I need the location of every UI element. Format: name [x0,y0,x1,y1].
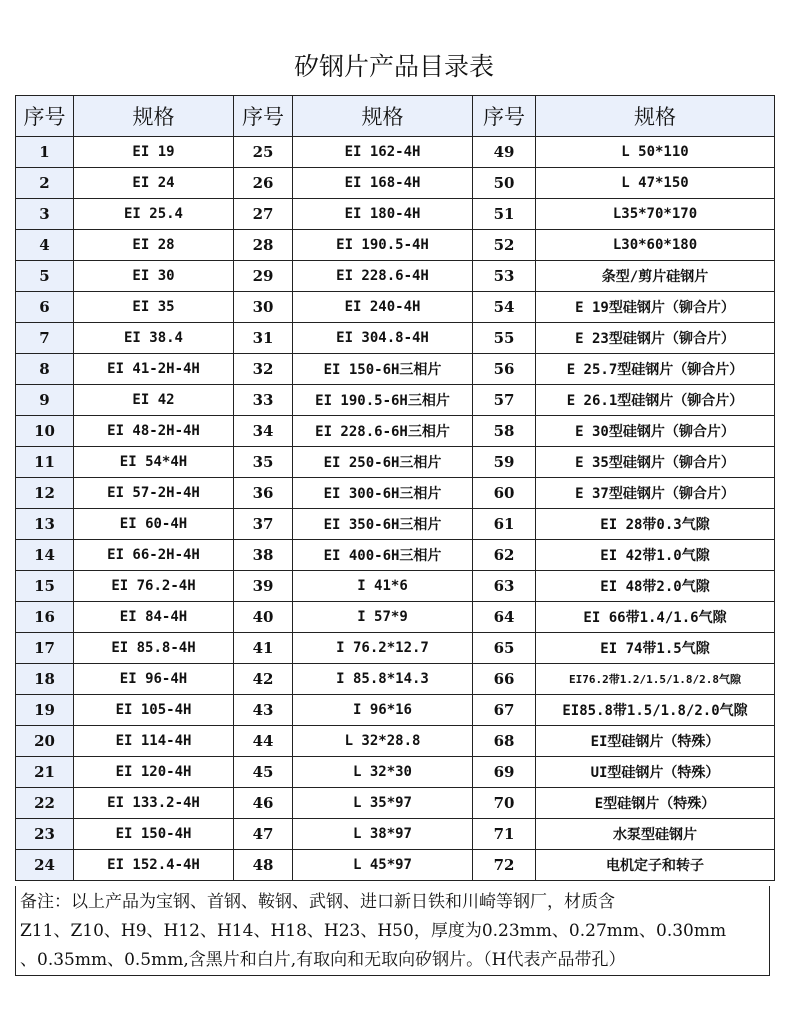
spec-cell: EI76.2带1.2/1.5/1.8/2.8气隙 [536,664,775,695]
seq-cell: 3 [16,199,74,230]
spec-cell: EI 42带1.0气隙 [536,540,775,571]
spec-cell: EI 350-6H三相片 [293,509,473,540]
seq-cell: 34 [234,416,293,447]
seq-cell: 21 [16,757,74,788]
spec-cell: EI 66-2H-4H [74,540,234,571]
seq-cell: 7 [16,323,74,354]
seq-cell: 40 [234,602,293,633]
spec-cell: E 19型硅钢片（铆合片） [536,292,775,323]
spec-cell: EI 84-4H [74,602,234,633]
seq-cell: 45 [234,757,293,788]
seq-cell: 68 [473,726,536,757]
table-row [16,354,775,385]
seq-cell: 30 [234,292,293,323]
seq-cell: 56 [473,354,536,385]
seq-cell: 39 [234,571,293,602]
spec-cell: EI 28带0.3气隙 [536,509,775,540]
seq-cell: 59 [473,447,536,478]
seq-cell: 4 [16,230,74,261]
header-row [16,96,775,137]
note-line: 备注：以上产品为宝钢、首钢、鞍钢、武钢、进口新日铁和川崎等钢厂，材质含 [20,892,615,912]
note-line: 、0.35mm、0.5mm,含黑片和白片,有取向和无取向矽钢片。（H代表产品带孔） [20,950,626,970]
header-spec: 规格 [536,96,775,137]
table-row [16,199,775,230]
spec-cell: EI 190.5-6H三相片 [293,385,473,416]
spec-cell: 电机定子和转子 [536,850,775,881]
seq-cell: 14 [16,540,74,571]
seq-cell: 65 [473,633,536,664]
table-row [16,850,775,881]
seq-cell: 41 [234,633,293,664]
spec-cell: EI 54*4H [74,447,234,478]
spec-cell: EI 228.6-6H三相片 [293,416,473,447]
seq-cell: 58 [473,416,536,447]
header-seq: 序号 [473,96,536,137]
spec-cell: 水泵型硅钢片 [536,819,775,850]
spec-cell: L35*70*170 [536,199,775,230]
seq-cell: 24 [16,850,74,881]
table-row [16,447,775,478]
seq-cell: 29 [234,261,293,292]
seq-cell: 66 [473,664,536,695]
spec-cell: EI 85.8-4H [74,633,234,664]
seq-cell: 49 [473,137,536,168]
table-row [16,478,775,509]
header-spec: 规格 [293,96,473,137]
seq-cell: 2 [16,168,74,199]
spec-cell: EI 19 [74,137,234,168]
spec-cell: I 41*6 [293,571,473,602]
seq-cell: 8 [16,354,74,385]
spec-cell: UI型硅钢片（特殊） [536,757,775,788]
spec-cell: EI 41-2H-4H [74,354,234,385]
catalog-table [15,95,775,881]
spec-cell: EI 24 [74,168,234,199]
seq-cell: 64 [473,602,536,633]
seq-cell: 17 [16,633,74,664]
spec-cell: L 32*28.8 [293,726,473,757]
seq-cell: 9 [16,385,74,416]
header-spec: 规格 [74,96,234,137]
seq-cell: 19 [16,695,74,726]
seq-cell: 57 [473,385,536,416]
spec-cell: EI 190.5-4H [293,230,473,261]
seq-cell: 70 [473,788,536,819]
spec-cell: E 30型硅钢片（铆合片） [536,416,775,447]
note-line: Z11、Z10、H9、H12、H14、H18、H23、H50，厚度为0.23mm、0.27mm、0.30mm [20,921,727,941]
spec-cell: EI 150-6H三相片 [293,354,473,385]
spec-cell: EI 180-4H [293,199,473,230]
seq-cell: 25 [234,137,293,168]
header-seq: 序号 [234,96,293,137]
spec-cell: EI 74带1.5气隙 [536,633,775,664]
spec-cell: EI 25.4 [74,199,234,230]
table-row [16,416,775,447]
spec-cell: L30*60*180 [536,230,775,261]
spec-cell: I 57*9 [293,602,473,633]
seq-cell: 13 [16,509,74,540]
spec-cell: L 45*97 [293,850,473,881]
seq-cell: 5 [16,261,74,292]
seq-cell: 47 [234,819,293,850]
table-row [16,602,775,633]
table-row [16,230,775,261]
seq-cell: 37 [234,509,293,540]
table-row [16,788,775,819]
spec-cell: EI 30 [74,261,234,292]
spec-cell: E 25.7型硅钢片（铆合片） [536,354,775,385]
spec-cell: EI 35 [74,292,234,323]
spec-cell: EI 42 [74,385,234,416]
spec-cell: EI 300-6H三相片 [293,478,473,509]
seq-cell: 48 [234,850,293,881]
spec-cell: L 50*110 [536,137,775,168]
spec-cell: EI 28 [74,230,234,261]
spec-cell: EI 250-6H三相片 [293,447,473,478]
spec-cell: EI 48带2.0气隙 [536,571,775,602]
table-row [16,385,775,416]
seq-cell: 33 [234,385,293,416]
spec-cell: EI 38.4 [74,323,234,354]
seq-cell: 36 [234,478,293,509]
spec-cell: EI 304.8-4H [293,323,473,354]
spec-cell: EI 105-4H [74,695,234,726]
seq-cell: 63 [473,571,536,602]
spec-cell: I 85.8*14.3 [293,664,473,695]
seq-cell: 31 [234,323,293,354]
seq-cell: 15 [16,571,74,602]
seq-cell: 1 [16,137,74,168]
spec-cell: I 76.2*12.7 [293,633,473,664]
spec-cell: EI 48-2H-4H [74,416,234,447]
spec-cell: EI 400-6H三相片 [293,540,473,571]
table-row [16,695,775,726]
spec-cell: EI 96-4H [74,664,234,695]
spec-cell: EI 60-4H [74,509,234,540]
seq-cell: 35 [234,447,293,478]
table-row [16,571,775,602]
table-row [16,540,775,571]
table-row [16,323,775,354]
table-row [16,261,775,292]
table-row [16,509,775,540]
table-row [16,726,775,757]
table-row [16,168,775,199]
seq-cell: 18 [16,664,74,695]
spec-cell: EI 76.2-4H [74,571,234,602]
seq-cell: 42 [234,664,293,695]
seq-cell: 20 [16,726,74,757]
spec-cell: EI 168-4H [293,168,473,199]
seq-cell: 69 [473,757,536,788]
spec-cell: I 96*16 [293,695,473,726]
spec-cell: EI 240-4H [293,292,473,323]
table-row [16,137,775,168]
seq-cell: 26 [234,168,293,199]
spec-cell: E 35型硅钢片（铆合片） [536,447,775,478]
remarks-note [15,886,770,976]
spec-cell: E 37型硅钢片（铆合片） [536,478,775,509]
spec-cell: EI 120-4H [74,757,234,788]
seq-cell: 23 [16,819,74,850]
spec-cell: EI型硅钢片（特殊） [536,726,775,757]
seq-cell: 11 [16,447,74,478]
table-row [16,819,775,850]
seq-cell: 27 [234,199,293,230]
spec-cell: L 38*97 [293,819,473,850]
table-row [16,292,775,323]
seq-cell: 61 [473,509,536,540]
spec-cell: EI 162-4H [293,137,473,168]
seq-cell: 46 [234,788,293,819]
table-row [16,664,775,695]
spec-cell: EI 133.2-4H [74,788,234,819]
spec-cell: E 26.1型硅钢片（铆合片） [536,385,775,416]
spec-cell: E型硅钢片（特殊） [536,788,775,819]
seq-cell: 51 [473,199,536,230]
spec-cell: EI 114-4H [74,726,234,757]
seq-cell: 38 [234,540,293,571]
table-row [16,633,775,664]
seq-cell: 53 [473,261,536,292]
table-row [16,757,775,788]
spec-cell: EI 150-4H [74,819,234,850]
seq-cell: 54 [473,292,536,323]
spec-cell: E 23型硅钢片（铆合片） [536,323,775,354]
spec-cell: L 32*30 [293,757,473,788]
seq-cell: 67 [473,695,536,726]
spec-cell: EI 66带1.4/1.6气隙 [536,602,775,633]
seq-cell: 43 [234,695,293,726]
header-seq: 序号 [16,96,74,137]
seq-cell: 62 [473,540,536,571]
seq-cell: 12 [16,478,74,509]
page-title: 矽钢片产品目录表 [293,52,494,81]
seq-cell: 10 [16,416,74,447]
seq-cell: 44 [234,726,293,757]
spec-cell: 条型/剪片硅钢片 [536,261,775,292]
seq-cell: 6 [16,292,74,323]
seq-cell: 71 [473,819,536,850]
spec-cell: L 35*97 [293,788,473,819]
seq-cell: 28 [234,230,293,261]
spec-cell: EI 57-2H-4H [74,478,234,509]
seq-cell: 22 [16,788,74,819]
seq-cell: 60 [473,478,536,509]
spec-cell: EI 152.4-4H [74,850,234,881]
seq-cell: 72 [473,850,536,881]
spec-cell: L 47*150 [536,168,775,199]
seq-cell: 52 [473,230,536,261]
seq-cell: 50 [473,168,536,199]
seq-cell: 32 [234,354,293,385]
spec-cell: EI 228.6-4H [293,261,473,292]
seq-cell: 16 [16,602,74,633]
spec-cell: EI85.8带1.5/1.8/2.0气隙 [536,695,775,726]
seq-cell: 55 [473,323,536,354]
